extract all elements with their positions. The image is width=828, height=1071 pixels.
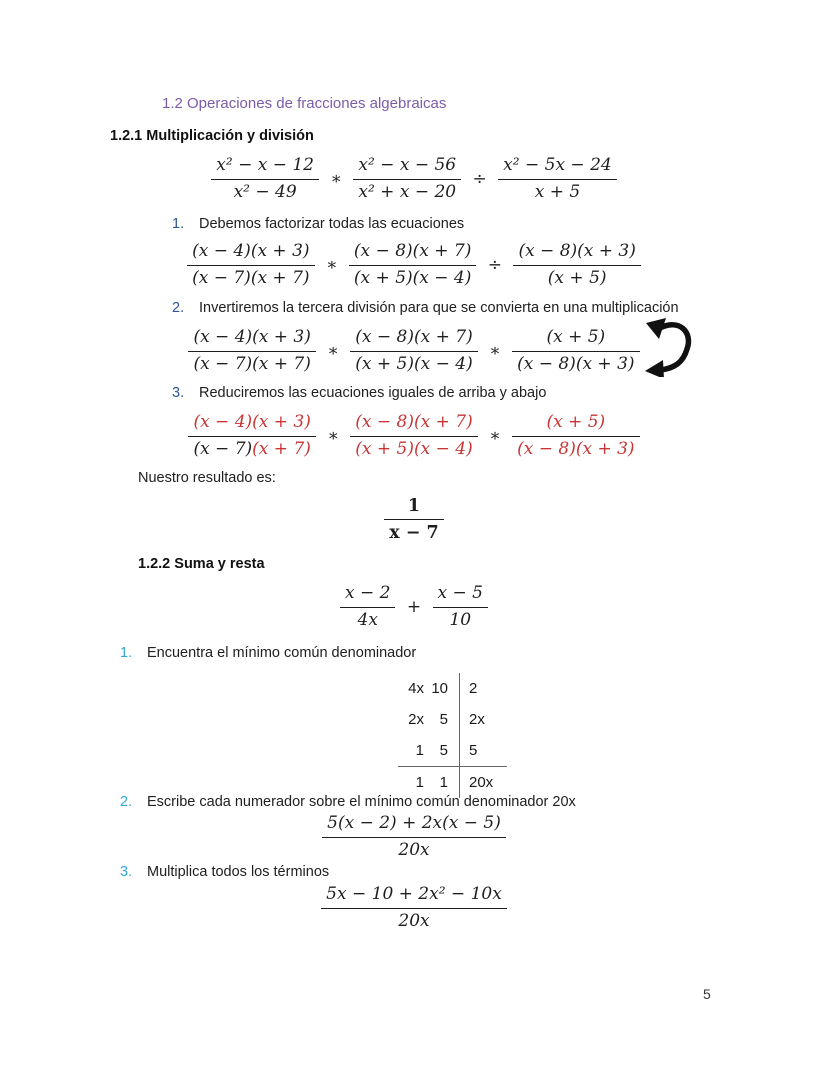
- plus-operator: +: [406, 597, 422, 618]
- denominator: 10: [449, 609, 472, 630]
- numerator: 1: [384, 496, 443, 520]
- lcm-cell: 1: [415, 742, 424, 759]
- fraction: [513, 242, 640, 288]
- denominator-kept-factor: (x − 7): [193, 438, 253, 459]
- numerator: (x − 8)(x + 7): [350, 328, 477, 352]
- math-expression-original: [0, 156, 828, 202]
- numerator: (x − 4)(x + 3): [188, 413, 315, 437]
- subsection-heading-multiplicacion: 1.2.1 Multiplicación y división: [110, 128, 314, 144]
- math-wrap: [188, 328, 639, 374]
- numerator: (x + 5): [512, 328, 639, 352]
- step-text: Debemos factorizar todas las ecuaciones: [199, 216, 465, 232]
- lcm-cell: 1: [439, 774, 448, 791]
- numerator: (x − 8)(x + 7): [350, 413, 477, 437]
- lcm-cell: 1: [415, 774, 424, 791]
- result-label: Nuestro resultado es:: [138, 470, 276, 486]
- lcm-cell: 2x: [408, 711, 424, 728]
- step-text: Escribe cada numerador sobre el mínimo común denominador 20x: [147, 794, 576, 810]
- denominator: 20x: [398, 839, 430, 860]
- lcm-row: [398, 704, 507, 735]
- numerator: (x − 4)(x + 3): [187, 242, 314, 266]
- list-item: [172, 216, 464, 232]
- denominator: x² + x − 20: [358, 181, 457, 202]
- lcm-cell: 4x: [408, 680, 424, 697]
- math-wrap: [188, 413, 639, 459]
- subsection-heading-suma: 1.2.2 Suma y resta: [138, 556, 265, 572]
- denominator: (x − 7)(x + 7): [193, 353, 311, 374]
- fraction: [187, 242, 314, 288]
- denominator: 4x: [357, 609, 378, 630]
- math-expression-inverted: [0, 328, 828, 374]
- lcm-cell: 2x: [459, 704, 507, 735]
- step-text: Encuentra el mínimo común denominador: [147, 645, 417, 661]
- math-expression-final: [0, 885, 828, 931]
- math-wrap: [322, 814, 506, 860]
- lcm-cell: 2: [459, 673, 507, 704]
- lcm-cell: 5: [439, 711, 448, 728]
- list-item: [172, 385, 546, 401]
- step-number: 2.: [172, 300, 185, 316]
- numerator: x² − x − 12: [211, 156, 319, 180]
- multiply-operator: ∗: [330, 169, 342, 190]
- fraction: [350, 413, 477, 459]
- flip-arrow-icon: [643, 317, 697, 377]
- step-text: Multiplica todos los términos: [147, 864, 330, 880]
- lcm-row: [398, 673, 507, 704]
- step-number: 2.: [120, 794, 133, 810]
- numerator: (x − 8)(x + 7): [349, 242, 476, 266]
- multiply-operator: ∗: [327, 341, 339, 362]
- lcm-cell: 20x: [459, 767, 507, 798]
- fraction: [512, 413, 639, 459]
- denominator-cancelled-factor: (x + 7): [252, 438, 311, 459]
- numerator: x² − x − 56: [353, 156, 461, 180]
- denominator: x + 5: [534, 181, 581, 202]
- lcm-cell: 10: [431, 680, 448, 697]
- denominator: (x − 8)(x + 3): [517, 438, 635, 459]
- numerator: (x − 4)(x + 3): [188, 328, 315, 352]
- denominator: (x + 5)(x − 4): [355, 353, 473, 374]
- multiply-operator: ∗: [325, 255, 338, 276]
- math-expression-sum: [0, 584, 828, 630]
- math-result: [0, 496, 828, 543]
- fraction: [188, 413, 315, 459]
- step-number: 3.: [172, 385, 185, 401]
- numerator: (x − 8)(x + 3): [513, 242, 640, 266]
- fraction: [433, 584, 488, 630]
- list-item: [120, 645, 416, 661]
- denominator: (x − 7)(x + 7): [192, 267, 310, 288]
- fraction: [512, 328, 639, 374]
- numerator: (x + 5): [512, 413, 639, 437]
- step-number: 1.: [172, 216, 185, 232]
- denominator: [188, 437, 315, 460]
- numerator: x² − 5x − 24: [498, 156, 617, 180]
- math-expression-numerators: [0, 814, 828, 860]
- denominator: x² − 49: [233, 181, 297, 202]
- fraction: [321, 885, 507, 931]
- fraction: [340, 584, 395, 630]
- denominator: (x + 5): [547, 267, 607, 288]
- fraction: [349, 242, 476, 288]
- denominator: (x + 5)(x − 4): [353, 267, 472, 288]
- divide-operator: ÷: [487, 255, 503, 276]
- fraction: [322, 814, 506, 860]
- step-text: Reduciremos las ecuaciones iguales de arriba y abajo: [199, 385, 547, 401]
- fraction: [498, 156, 617, 202]
- fraction: [211, 156, 319, 202]
- multiply-operator: ∗: [327, 426, 339, 447]
- lcm-row: [398, 735, 507, 766]
- fraction: [350, 328, 477, 374]
- math-wrap: [340, 584, 488, 630]
- math-wrap: [211, 156, 616, 202]
- multiply-operator: ∗: [489, 341, 501, 362]
- list-item: [172, 300, 679, 316]
- numerator: 5x − 10 + 2x² − 10x: [321, 885, 507, 909]
- denominator: 20x: [398, 910, 430, 931]
- fraction: [188, 328, 315, 374]
- math-expression-reduced: [0, 413, 828, 459]
- denominator: (x + 5)(x − 4): [355, 438, 473, 459]
- math-wrap: [384, 496, 443, 543]
- fraction: [353, 156, 461, 202]
- denominator: (x − 8)(x + 3): [517, 353, 635, 374]
- divide-operator: ÷: [472, 169, 487, 190]
- step-text: Invertiremos la tercera división para que se convierta en una multiplicación: [199, 300, 679, 316]
- math-expression-factored: [0, 242, 828, 288]
- step-number: 3.: [120, 864, 133, 880]
- multiply-operator: ∗: [489, 426, 501, 447]
- lcm-cell: 5: [439, 742, 448, 759]
- math-wrap: [187, 242, 641, 288]
- list-item: [120, 864, 329, 880]
- denominator: x − 7: [389, 523, 439, 544]
- numerator: 5(x − 2) + 2x(x − 5): [322, 814, 506, 838]
- numerator: x − 2: [340, 584, 395, 608]
- numerator: x − 5: [433, 584, 488, 608]
- page-number: 5: [703, 986, 711, 1002]
- fraction: [384, 496, 443, 543]
- math-wrap: [321, 885, 507, 931]
- list-item: [120, 794, 576, 810]
- lcm-table: [398, 673, 507, 798]
- section-title: 1.2 Operaciones de fracciones algebraicas: [162, 95, 447, 112]
- step-number: 1.: [120, 645, 133, 661]
- lcm-cell: 5: [459, 735, 507, 766]
